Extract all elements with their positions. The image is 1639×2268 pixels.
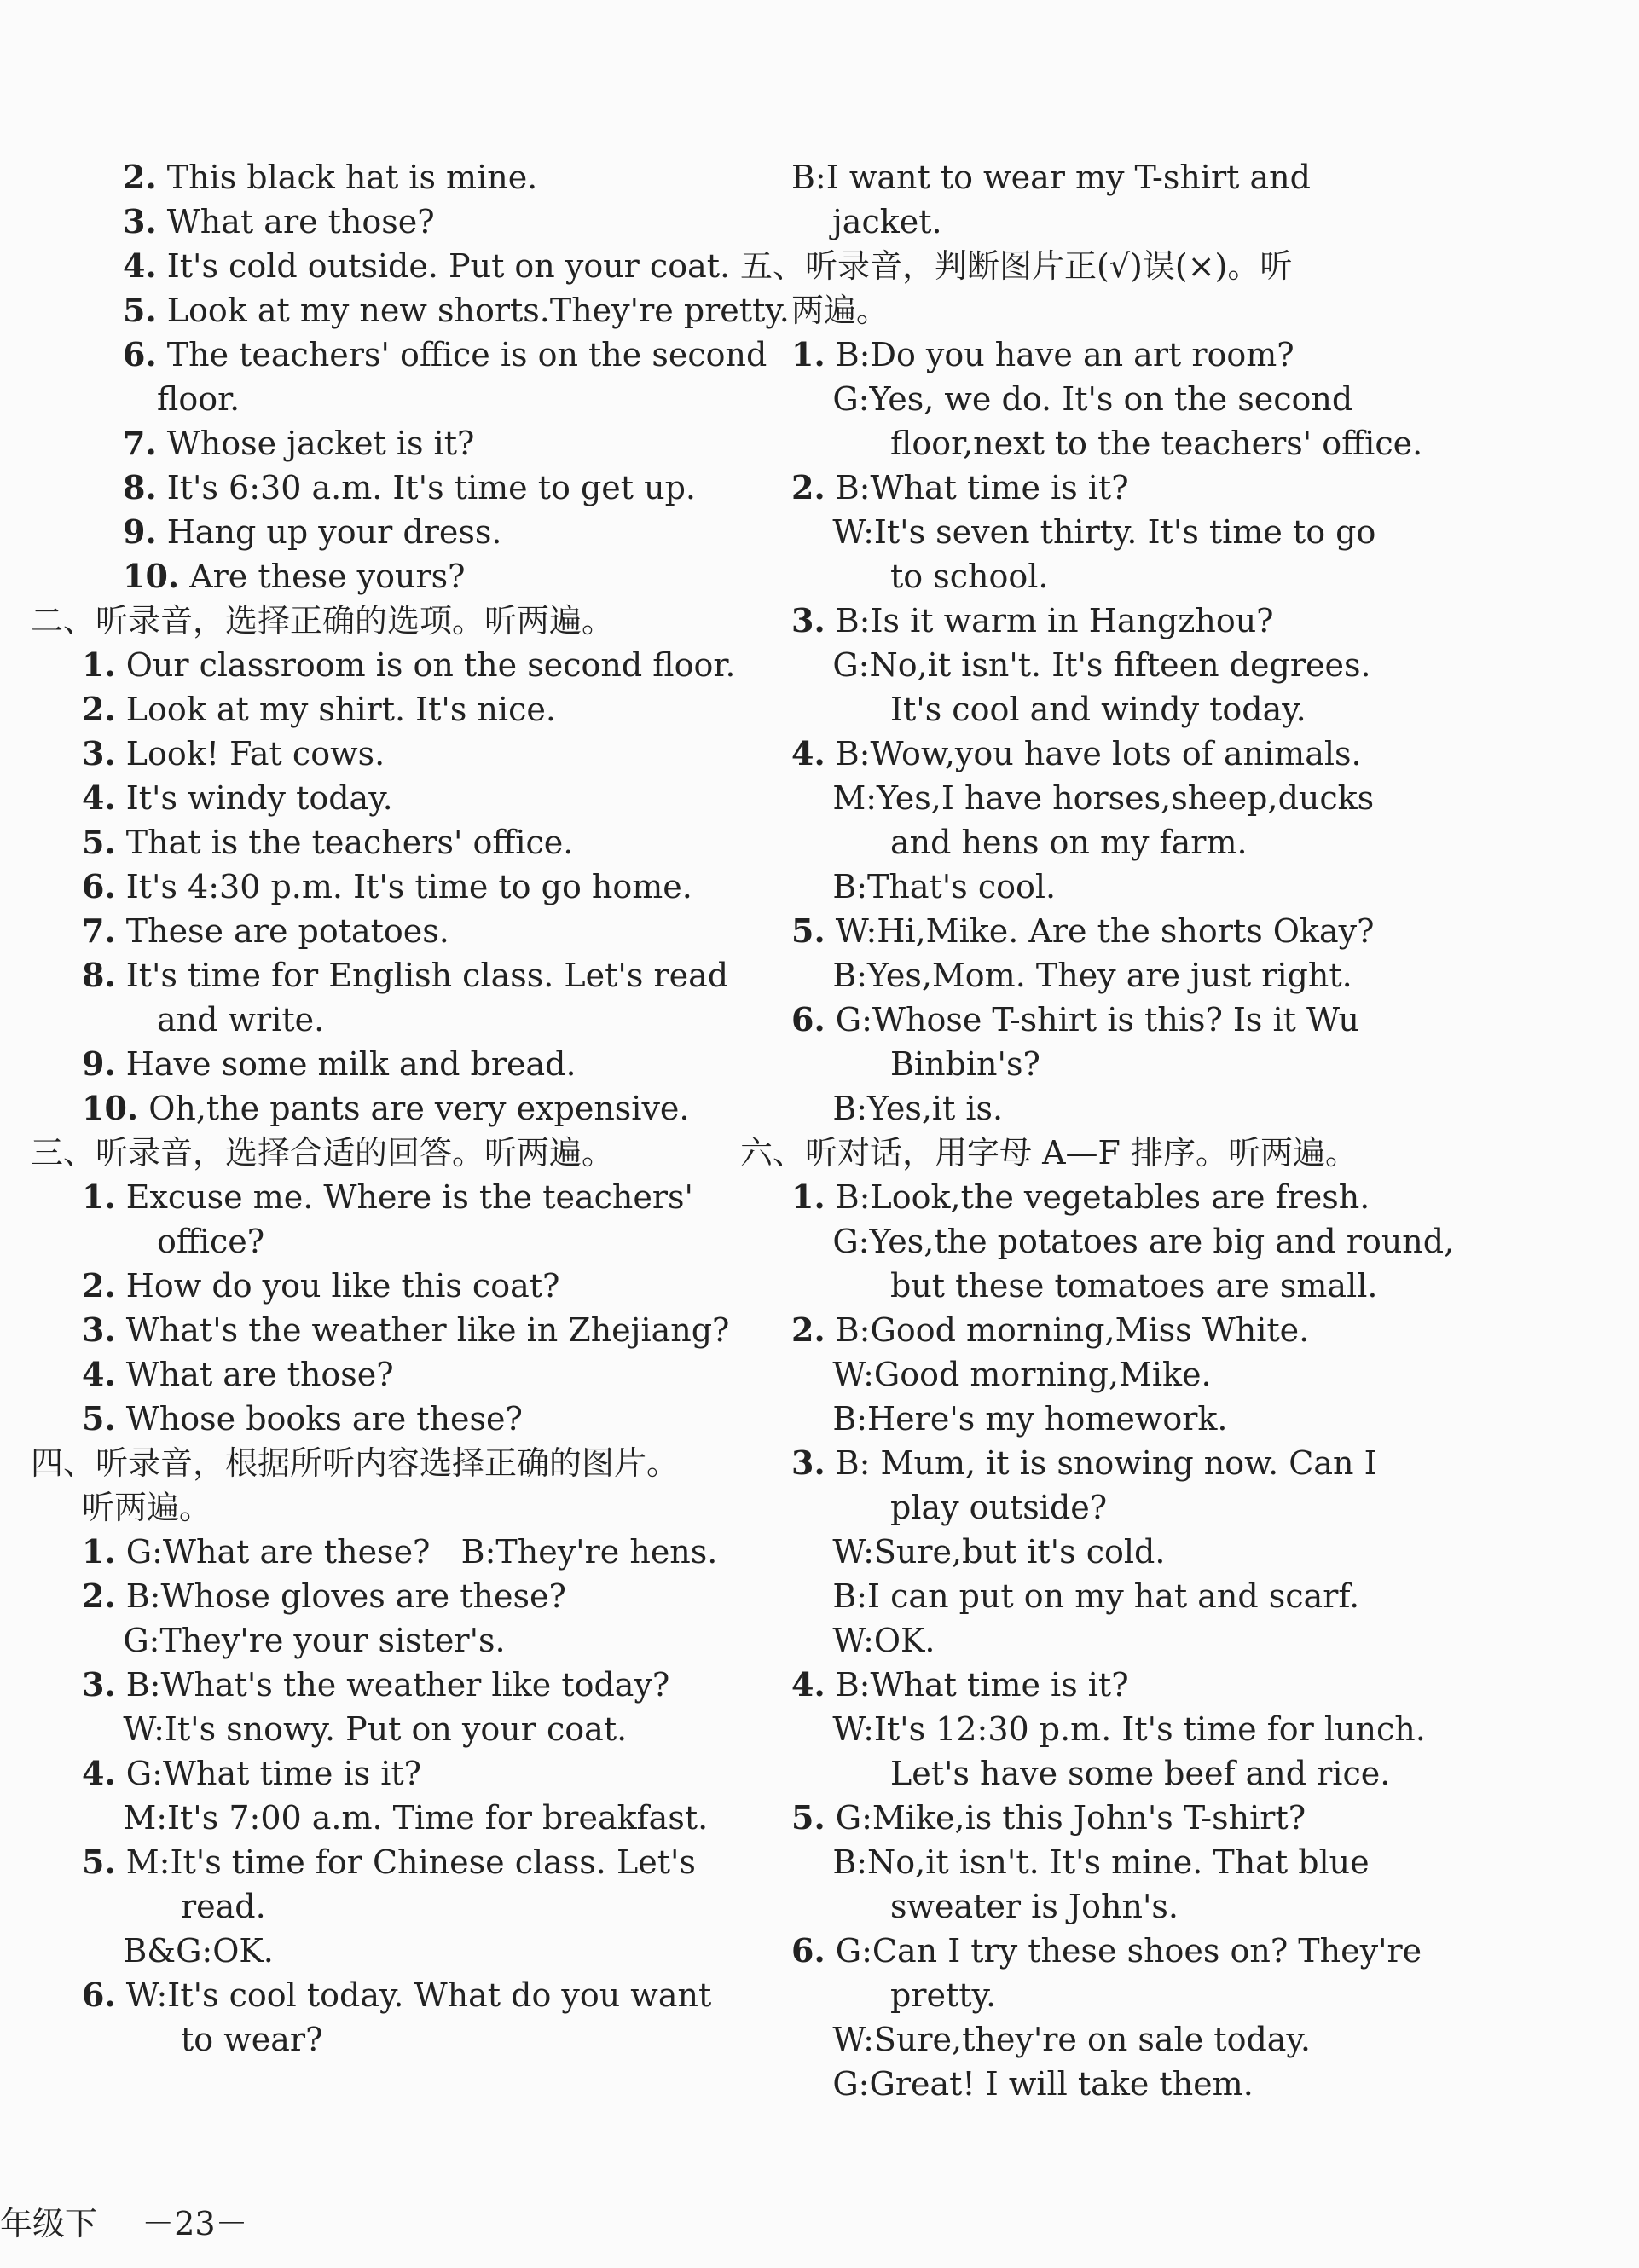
text-line <box>740 599 1439 643</box>
line-text: B:Is it warm in Hangzhou? <box>825 602 1274 639</box>
line-text: floor,next to the teachers' office. <box>890 425 1423 462</box>
text-line <box>31 1219 730 1264</box>
item-number: 1. <box>82 1532 116 1571</box>
text-line <box>740 1175 1439 1219</box>
item-number: 2. <box>82 1266 116 1305</box>
line-text: to school. <box>890 558 1049 595</box>
item-number: 1. <box>791 1177 825 1216</box>
line-text: It's cold outside. Put on your coat. <box>156 247 731 285</box>
line-text: G:Yes,the potatoes are big and round, <box>791 1223 1455 1260</box>
text-line <box>740 1618 1439 1663</box>
item-number: 3. <box>82 734 116 772</box>
item-number: 1. <box>82 1177 116 1216</box>
text-line <box>740 1485 1439 1530</box>
text-line <box>31 1663 730 1707</box>
item-number: 5. <box>82 823 116 861</box>
line-text: but these tomatoes are small. <box>890 1267 1378 1305</box>
line-text: G:What time is it? <box>115 1755 421 1792</box>
line-text: G:Can I try these shoes on? They're <box>825 1932 1422 1970</box>
item-number: 5. <box>82 1843 116 1881</box>
text-line <box>31 1929 730 1973</box>
text-line <box>740 1530 1439 1574</box>
line-text: The teachers' office is on the second <box>156 336 767 373</box>
text-line <box>740 1219 1455 1264</box>
line-text: B:I want to wear my T-shirt and <box>791 159 1311 196</box>
text-line <box>740 244 1439 288</box>
item-number: 9. <box>82 1044 116 1083</box>
line-text: B: Mum, it is snowing now. Can I <box>825 1444 1377 1482</box>
line-text: Are these yours? <box>179 558 466 595</box>
line-text: G:No,it isn't. It's fifteen degrees. <box>791 646 1371 684</box>
text-line <box>31 687 730 732</box>
text-line <box>31 1796 730 1840</box>
line-text: B:What's the weather like today? <box>115 1666 670 1704</box>
text-line <box>31 333 767 377</box>
text-line <box>740 1042 1439 1086</box>
line-text: B:Look,the vegetables are fresh. <box>825 1178 1370 1216</box>
item-number: 1. <box>82 645 116 684</box>
text-line <box>740 2062 1439 2106</box>
line-text: Look! Fat cows. <box>115 735 385 772</box>
text-line <box>740 1574 1439 1618</box>
text-line <box>740 1352 1439 1397</box>
line-text: floor. <box>157 380 240 418</box>
text-line <box>740 1663 1439 1707</box>
line-text: W:It's cool today. What do you want <box>115 1976 712 2014</box>
item-number: 4. <box>82 1754 116 1792</box>
line-text: G:What are these? B:They're hens. <box>115 1533 718 1571</box>
text-line <box>31 599 730 643</box>
text-line <box>31 820 730 865</box>
text-line <box>740 377 1439 421</box>
item-number: 6. <box>123 335 157 373</box>
text-line <box>31 1574 730 1618</box>
text-line <box>31 865 730 909</box>
line-text: office? <box>157 1223 265 1260</box>
text-line <box>740 1929 1439 1973</box>
item-number: 10. <box>82 1089 139 1127</box>
line-text: B:Wow,you have lots of animals. <box>825 735 1362 772</box>
line-text: B:Yes,it is. <box>791 1090 1004 1127</box>
text-line <box>31 510 730 554</box>
item-number: 3. <box>123 202 157 240</box>
text-line <box>31 909 730 953</box>
line-text: B:Do you have an art room? <box>825 336 1294 373</box>
line-text: G:They're your sister's. <box>82 1622 506 1659</box>
text-line <box>740 333 1439 377</box>
line-text: 二、听录音，选择正确的选项。听两遍。 <box>31 602 615 639</box>
text-line <box>31 998 730 1042</box>
text-line <box>740 687 1439 732</box>
line-text: B:Whose gloves are these? <box>115 1577 566 1615</box>
item-number: 6. <box>791 1000 825 1039</box>
item-number: 5. <box>791 1798 825 1837</box>
line-text: M:Yes,I have horses,sheep,ducks <box>791 779 1375 817</box>
item-number: 4. <box>82 1355 116 1393</box>
item-number: 6. <box>791 1931 825 1970</box>
text-line <box>740 909 1439 953</box>
text-line <box>31 2017 730 2062</box>
item-number: 10. <box>123 557 180 595</box>
left-column <box>31 155 790 2062</box>
item-number: 4. <box>123 246 157 285</box>
item-number: 8. <box>82 956 116 994</box>
text-line <box>740 466 1439 510</box>
line-text: Let's have some beef and rice. <box>890 1755 1391 1792</box>
line-text: to wear? <box>181 2021 323 2058</box>
right-column <box>740 155 1455 2106</box>
line-text: Oh,the pants are very expensive. <box>138 1090 690 1127</box>
line-text: Whose jacket is it? <box>156 425 475 462</box>
text-line <box>31 1618 730 1663</box>
text-line <box>31 643 736 687</box>
item-number: 3. <box>82 1310 116 1349</box>
line-text: It's 4:30 p.m. It's time to go home. <box>115 868 692 905</box>
text-line <box>740 554 1439 599</box>
item-number: 5. <box>82 1399 116 1438</box>
line-text: Whose books are these? <box>115 1400 523 1438</box>
text-line <box>31 1042 730 1086</box>
line-text: read. <box>181 1888 266 1925</box>
line-text: B&G:OK. <box>82 1932 274 1970</box>
text-line <box>740 1840 1439 1884</box>
text-line <box>31 1308 730 1352</box>
line-text: 三、听录音，选择合适的回答。听两遍。 <box>31 1134 615 1172</box>
item-number: 3. <box>791 1444 825 1482</box>
text-line <box>740 1397 1439 1441</box>
text-line <box>740 1884 1439 1929</box>
text-line <box>740 776 1439 820</box>
text-line <box>31 1884 730 1929</box>
text-line <box>740 1973 1439 2017</box>
line-text: G:Yes, we do. It's on the second <box>791 380 1353 418</box>
text-line <box>31 776 730 820</box>
text-line <box>31 1352 730 1397</box>
line-text: G:Great! I will take them. <box>791 2065 1254 2103</box>
text-line <box>740 421 1439 466</box>
text-line <box>740 1086 1439 1131</box>
line-text: M:It's 7:00 a.m. Time for breakfast. <box>82 1799 709 1837</box>
line-text: Look at my shirt. It's nice. <box>115 691 556 728</box>
item-number: 2. <box>791 1310 825 1349</box>
line-text: Look at my new shorts.They're pretty. <box>156 292 790 329</box>
text-line <box>31 244 730 288</box>
text-line <box>31 554 730 599</box>
text-line <box>31 466 730 510</box>
line-text: It's time for English class. Let's read <box>115 957 729 994</box>
line-text: B:What time is it? <box>825 469 1129 506</box>
item-number: 2. <box>82 1577 116 1615</box>
text-line <box>740 820 1439 865</box>
text-line <box>740 1707 1439 1751</box>
line-text: B:Here's my homework. <box>791 1400 1228 1438</box>
line-text: W:Sure,but it's cold. <box>791 1533 1166 1571</box>
text-line <box>31 200 730 244</box>
line-text: G:Mike,is this John's T-shirt? <box>825 1799 1306 1837</box>
item-number: 1. <box>791 335 825 373</box>
text-line <box>31 155 730 200</box>
text-line <box>31 1973 730 2017</box>
line-text: These are potatoes. <box>115 912 449 950</box>
item-number: 4. <box>791 734 825 772</box>
line-text: This black hat is mine. <box>156 159 538 196</box>
line-text: W:Good morning,Mike. <box>791 1356 1212 1393</box>
line-text: jacket. <box>832 203 942 240</box>
line-text: B:No,it isn't. It's mine. That blue <box>791 1843 1370 1881</box>
text-line <box>740 2017 1439 2062</box>
line-text: W:It's 12:30 p.m. It's time for lunch. <box>791 1710 1426 1748</box>
line-text: B:Good morning,Miss White. <box>825 1311 1310 1349</box>
line-text: 六、听对话，用字母 A—F 排序。听两遍。 <box>740 1134 1358 1172</box>
item-number: 2. <box>791 468 825 506</box>
item-number: 3. <box>791 601 825 639</box>
text-line <box>31 1485 730 1530</box>
text-line <box>740 288 1439 333</box>
line-text: It's cool and windy today. <box>890 691 1306 728</box>
line-text: It's windy today. <box>115 779 393 817</box>
text-line <box>31 1840 730 1884</box>
text-line <box>740 1264 1439 1308</box>
line-text: What are those? <box>115 1356 394 1393</box>
line-text: B:That's cool. <box>791 868 1057 905</box>
text-line <box>31 1751 730 1796</box>
line-text: B:Yes,Mom. They are just right. <box>791 957 1352 994</box>
line-text: It's 6:30 a.m. It's time to get up. <box>156 469 696 506</box>
line-text: 两遍。 <box>791 292 889 329</box>
item-number: 9. <box>123 512 157 551</box>
text-line <box>31 1175 730 1219</box>
line-text: and hens on my farm. <box>890 824 1248 861</box>
page-number: －23－ <box>142 2205 248 2242</box>
line-text: B:I can put on my hat and scarf. <box>791 1577 1360 1615</box>
text-line <box>31 421 730 466</box>
text-line <box>740 1796 1439 1840</box>
item-number: 5. <box>123 291 157 329</box>
item-number: 4. <box>791 1665 825 1704</box>
text-line <box>31 1397 730 1441</box>
text-line <box>740 1131 1439 1175</box>
line-text: M:It's time for Chinese class. Let's <box>115 1843 696 1881</box>
line-text: 四、听录音，根据所听内容选择正确的图片。 <box>31 1444 680 1482</box>
item-number: 7. <box>123 424 157 462</box>
item-number: 3. <box>82 1665 116 1704</box>
item-number: 6. <box>82 1976 116 2014</box>
line-text: play outside? <box>890 1489 1108 1526</box>
text-line <box>31 1707 730 1751</box>
text-line <box>740 865 1439 909</box>
line-text: Excuse me. Where is the teachers' <box>115 1178 693 1216</box>
text-line <box>31 377 730 421</box>
line-text: Hang up your dress. <box>156 513 502 551</box>
line-text: Have some milk and bread. <box>115 1045 576 1083</box>
footer-grade: 年级下 <box>0 2205 98 2242</box>
text-line <box>740 200 1439 244</box>
line-text: W:It's seven thirty. It's time to go <box>791 513 1376 551</box>
text-line <box>31 1264 730 1308</box>
item-number: 5. <box>791 911 825 950</box>
line-text: What are those? <box>156 203 435 240</box>
text-line <box>31 1441 730 1485</box>
line-text: What's the weather like in Zhejiang? <box>115 1311 730 1349</box>
text-line <box>740 155 1439 200</box>
text-line <box>740 1751 1439 1796</box>
line-text: W:Hi,Mike. Are the shorts Okay? <box>825 912 1375 950</box>
line-text: and write. <box>157 1001 325 1039</box>
text-line <box>740 953 1439 998</box>
line-text: sweater is John's. <box>890 1888 1179 1925</box>
item-number: 6. <box>82 867 116 905</box>
text-line <box>31 288 790 333</box>
line-text: B:What time is it? <box>825 1666 1129 1704</box>
line-text: 五、听录音，判断图片正(√)误(×)。听 <box>740 247 1293 285</box>
line-text: W:OK. <box>791 1622 935 1659</box>
text-line <box>31 953 730 998</box>
text-line <box>740 998 1439 1042</box>
text-line <box>31 1530 730 1574</box>
text-line <box>31 1131 730 1175</box>
item-number: 4. <box>82 778 116 817</box>
text-line <box>740 510 1439 554</box>
text-line <box>31 732 730 776</box>
line-text: That is the teachers' office. <box>115 824 574 861</box>
item-number: 7. <box>82 911 116 950</box>
item-number: 2. <box>123 158 157 196</box>
line-text: W:It's snowy. Put on your coat. <box>82 1710 628 1748</box>
text-line <box>740 643 1439 687</box>
text-line <box>31 1086 730 1131</box>
line-text: pretty. <box>890 1976 997 2014</box>
item-number: 8. <box>123 468 157 506</box>
line-text: How do you like this coat? <box>115 1267 560 1305</box>
text-line <box>740 1441 1439 1485</box>
text-line <box>740 1308 1439 1352</box>
text-line <box>740 732 1439 776</box>
line-text: W:Sure,they're on sale today. <box>791 2021 1311 2058</box>
line-text: Our classroom is on the second floor. <box>115 646 736 684</box>
line-text: G:Whose T-shirt is this? Is it Wu <box>825 1001 1359 1039</box>
line-text: Binbin's? <box>890 1045 1040 1083</box>
line-text: 听两遍。 <box>82 1489 212 1526</box>
item-number: 2. <box>82 690 116 728</box>
page-footer <box>0 2201 248 2246</box>
